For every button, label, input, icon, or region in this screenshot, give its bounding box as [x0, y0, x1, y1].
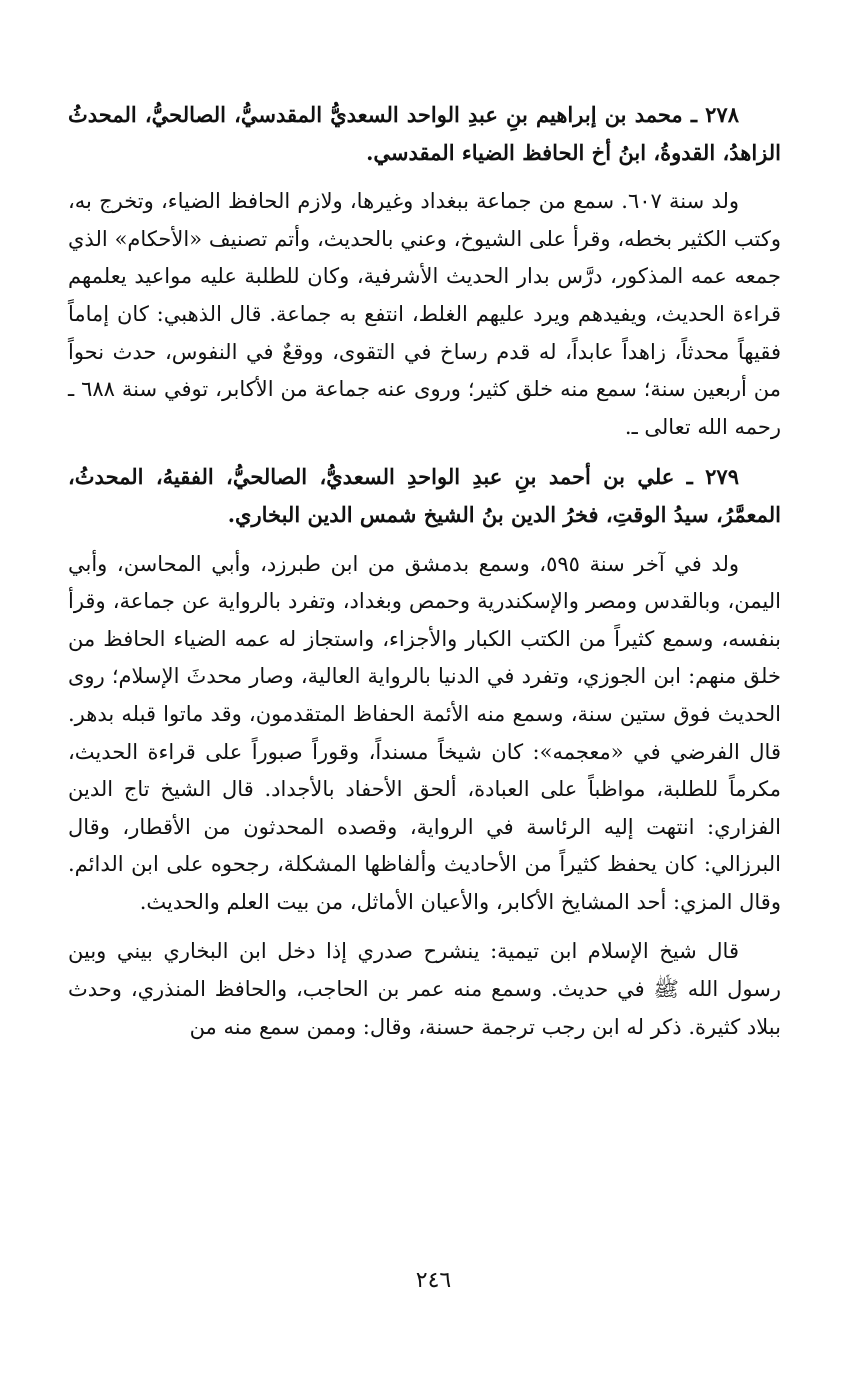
entry-279-body: ولد في آخر سنة ٥٩٥، وسمع بدمشق من ابن طبرزد، وأبي المحاسن، وأبي اليمن، وبالقدس ومصر والإسكندرية وحمص وبغداد، وتفرد بالرواية عن جماعة، وقرأ بنفسه، وسمع كثيراً من الكتب الكبار والأجزاء، واستجاز له عمه الضياء الحافظ من خلق منهم: ابن الجوزي، وتفرد في الدنيا بالرواية العالية، وصار محدثَ الإسلام؛ روى الحديث فوق ستين سنة، وسمع منه الأئمة الحفاظ المتقدمون، وقد ماتوا قبله بدهر. قال الفرضي في «معجمه»: كان شيخاً مسنداً، وقوراً صبوراً على قراءة الحديث، مكرماً للطلبة، مواظباً على العبادة، ألحق الأحفاد بالأجداد. قال الشيخ تاج الدين الفزاري: انتهت إليه الرئاسة في الرواية، وقصده المحدثون من الأقطار، وقال البرزالي: كان يحفظ كثيراً من الأحاديث وألفاظها المشكلة، رجحوه على ابن الدائم. وقال المزي: أحد المشايخ الأكابر، والأعيان الأماثل، من بيت العلم والحديث.	[68, 551, 781, 914]
entry-279-heading: ٢٧٩ ـ علي بن أحمد بنِ عبدِ الواحدِ السعديُّ، الصالحيُّ، الفقيهُ، المحدثُ، المعمَّرُ، سيدُ الوقتِ، فخرُ الدين بنُ الشيخ شمس الدين البخاري.	[68, 464, 781, 527]
entry-278-heading: ٢٧٨ ـ محمد بن إبراهيم بنِ عبدِ الواحد السعديُّ المقدسيُّ، الصالحيُّ، المحدثُ الزاهدُ، القدوةُ، ابنُ أخ الحافظ الضياء المقدسي.	[68, 102, 781, 165]
entry-278-body: ولد سنة ٦٠٧. سمع من جماعة ببغداد وغيرها، ولازم الحافظ الضياء، وتخرج به، وكتب الكثير بخطه، وقرأ على الشيوخ، وعني بالحديث، وأتم تصنيف «الأحكام» الذي جمعه عمه المذكور، درَّس بدار الحديث الأشرفية، وكان للطلبة عليه مواعيد يعلمهم قراءة الحديث، ويفيدهم ويرد عليهم الغلط، انتفع به جماعة. قال الذهبي: كان إماماً فقيهاً محدثاً، زاهداً عابداً، له قدم رساخ في التقوى، ووقعٌ في النفوس، حدث نحواً من أربعين سنة؛ سمع منه خلق كثير؛ وروى عنه جماعة من الأكابر، توفي سنة ٦٨٨ ـ رحمه الله تعالى ـ.	[68, 189, 781, 439]
ibn-taymiyya-quote: قال شيخ الإسلام ابن تيمية: ينشرح صدري إذا دخل ابن البخاري بيني وبين رسول الله ﷺ في حديث. وسمع منه عمر بن الحاجب، والحافظ المنذري، وحدث ببلاد كثيرة. ذكر له ابن رجب ترجمة حسنة، وقال: وممن سمع منه من	[68, 939, 781, 1039]
page-body	[68, 96, 781, 1058]
page-number: ٢٤٦	[415, 1268, 452, 1293]
